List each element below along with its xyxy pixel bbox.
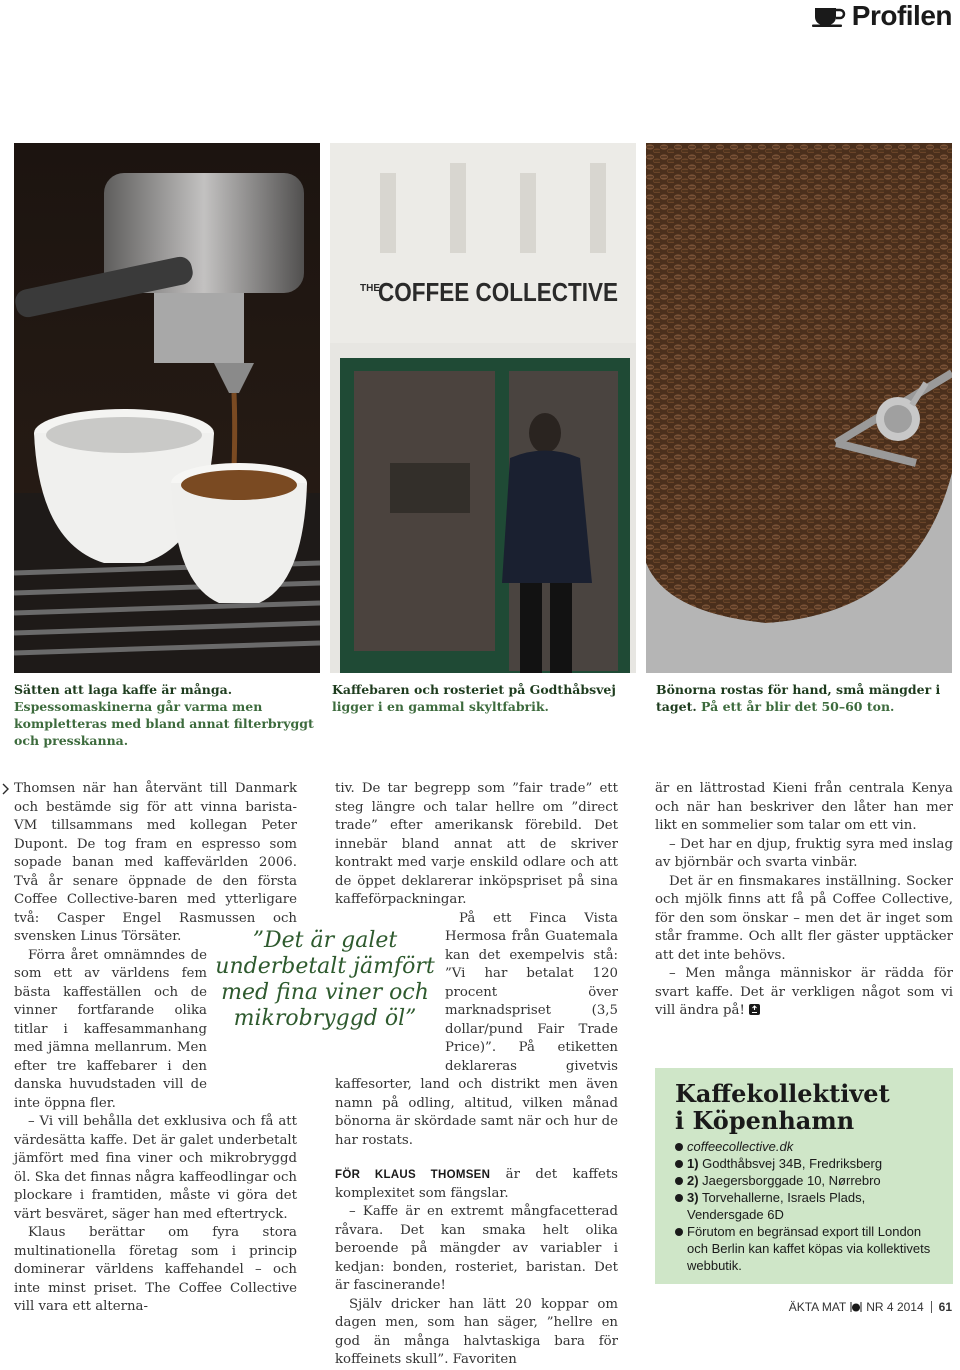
- continue-chevron-icon: [2, 783, 10, 795]
- pull-quote: ”Det är galet underbetalt jämfört med fina viner och mikrobryggd öl”: [215, 928, 435, 1031]
- paragraph: – Det har en djup, fruktig syra med inslag av björnbär och svarta vinbär.: [655, 836, 953, 870]
- paragraph: Det är en finsmakares inställning. Socker och mjölk finns att få på Coffee Collective, för den som önskar – men det är inget som står framme. Och allt fler gäster upptäcker att det inte behövs.: [655, 873, 953, 963]
- paragraph: FÖR KLAUS THOMSEN är det kaffets komplexitet som fängslar.: [335, 1167, 619, 1201]
- store-sign-text: COFFEE COLLECTIVE: [378, 277, 618, 307]
- byline: FÖR KLAUS THOMSEN: [335, 1169, 491, 1181]
- website-link[interactable]: coffeecollective.dk: [687, 1139, 794, 1154]
- list-item: 1) Godthåbsvej 34B, Fredriksberg: [675, 1155, 933, 1172]
- magazine-name: ÄKTA MAT: [788, 1300, 847, 1314]
- section-title: Profilen: [851, 0, 952, 31]
- plate-cutlery-icon: [850, 1301, 862, 1313]
- roaster-photo: [646, 143, 952, 673]
- paragraph: – Men många människor är rädda för svart kaffe. Det är verkligen något som vi vill ändra på!: [655, 966, 953, 1018]
- list-item: 2) Jaegersborggade 10, Nørrebro: [675, 1172, 933, 1189]
- body-column-2: [335, 780, 618, 1370]
- info-box-title: Kaffekollektivet i Köpenhamn: [675, 1079, 890, 1135]
- paragraph: – Vi vill behålla det exklusiva och få att värdesätta kaffe. Det är galet underbetalt jämfört med fina viner och mikrobryggd öl. Ska det finnas några kaffeodlingar och plockare i framtiden, måste vi göra det värt besväret, säger han med eftertryck.: [14, 1114, 297, 1222]
- info-box-list: [675, 1138, 933, 1274]
- store-sign-prefix: THE: [360, 283, 380, 294]
- end-mark-icon: [749, 1004, 760, 1015]
- paragraph: Thomsen när han återvänt till Danmark och bestämde sig för att vinna barista-VM tillsammans med kollegan Peter Dupont. De tog fram en espresso som sopade banan med kaffevärlden 2006. Två år senare öppnade de den första Coffee Collective-baren med ytterligare två: Casper Engel Rasmussen och svensken Linus Törsäter.: [14, 781, 297, 944]
- page-footer: [789, 1300, 952, 1314]
- list-item: 3) Torvehallerne, Israels Plads, Vendersgade 6D: [675, 1189, 933, 1223]
- paragraph: Förra året omnämndes de som ett av världens fem bästa kaffeställen och de vinner fortfarande olika titlar i kaffesammanhang med jämna mellanrum. Men efter tre kaffebarer i den danska huvudstaden vill de inte öppna fler.: [14, 947, 207, 1111]
- espresso-photo: [14, 143, 320, 673]
- photo-caption-3: Bönorna rostas för hand, små mängder i taget. På ett år blir det 50–60 ton.: [656, 682, 941, 714]
- body-column-1: [14, 780, 297, 1317]
- paragraph: Själv dricker han lätt 20 koppar om dagen men, som han säger, ”hellre en god än många halvtaskiga bara för koffeinets skull”. Favoriten: [335, 1296, 618, 1367]
- paragraph: – Kaffe är en extremt mångfacetterad råvara. Det kan smaka helt olika beroende på mängder av variabler i kedjan: bonden, rosteriet, baristan. Det är fascinerande!: [335, 1204, 618, 1293]
- storefront-photo: [330, 143, 636, 673]
- info-box: [655, 1068, 953, 1284]
- paragraph: På ett Finca Vista Hermosa från Guatemala kan det exempelvis stå: ”Vi har betalat 120 procent över marknadspriset (3,5 dollar/pund Fair Trade Price)”. På etiketten deklareras givetvis kaffesorter, land och distrikt men även namn på odling, altitud, vilken månad bönorna är skördade samt när och hur de har rostats.: [335, 910, 618, 1148]
- page-number: 61: [938, 1300, 952, 1314]
- paragraph: Klaus berättar om fyra stora multinationella företag som i princip dominerar världens kaffehandel – och inte minst priset. The Coffee Collective vill vara ett alterna-: [14, 1225, 297, 1314]
- section-header: [812, 0, 952, 32]
- coffee-cup-icon: [812, 5, 846, 27]
- issue-number: NR 4 2014: [866, 1300, 924, 1314]
- paragraph: tiv. De tar begrepp som ”fair trade” ett steg längre och talar hellre om ”direct trade” efter amerikansk förebild. Det innebär bland annat att de skriver kontrakt med varje enskild odlare och att de öppet deklarerar inköpspriset på sina kaffeförpackningar.: [335, 781, 618, 907]
- paragraph: är en lättrostad Kieni från centrala Kenya och när han beskriver den låter han mer likt en sommelier som talar om ett vin.: [655, 781, 953, 833]
- list-item: [675, 1138, 933, 1155]
- body-column-3: [655, 780, 953, 1021]
- photo-caption-1: Sätten att laga kaffe är många. Espessomaskinerna går varma men kompletteras med bland annat filterbryggt och presskanna.: [14, 682, 314, 748]
- list-item: Förutom en begränsad export till London och Berlin kan kaffet köpas via kollektivets webbutik.: [675, 1223, 933, 1274]
- photo-caption-2: Kaffebaren och rosteriet på Godthåbsvej ligger i en gammal skyltfabrik.: [332, 682, 616, 714]
